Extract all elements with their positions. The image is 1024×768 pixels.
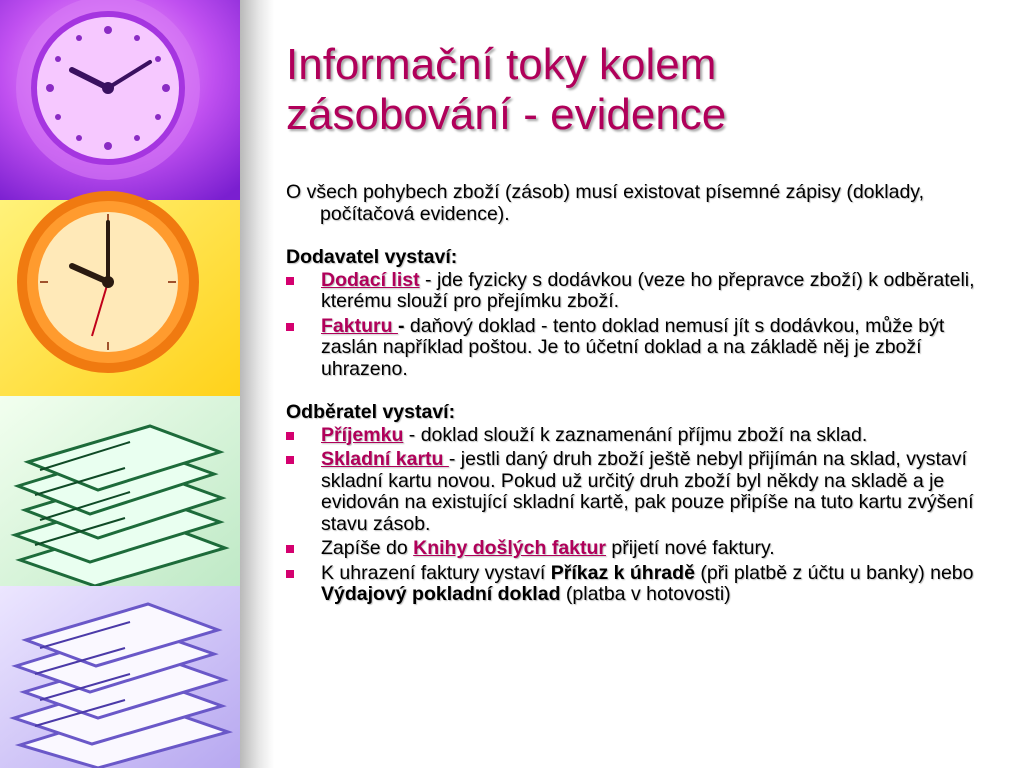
lavender-book-stack-photo (0, 586, 240, 768)
item-middle: (při platbě z účtu u banky) nebo (694, 561, 974, 584)
item-text: přijetí nové faktury. (606, 537, 775, 559)
item-text: - doklad slouží k zaznamenání příjmu zboží na sklad. (403, 423, 868, 446)
title-line-1: Informační toky kolem (286, 40, 717, 89)
square-bullet-icon (286, 570, 294, 578)
customer-heading: Odběratel vystaví: (286, 401, 456, 423)
item-dash: - (397, 314, 405, 337)
orange-clock-photo (0, 196, 240, 396)
customer-section (286, 402, 996, 606)
term-prijemku: Příjemku (321, 423, 404, 446)
list-item (286, 270, 996, 313)
slide-title (286, 40, 1006, 140)
title-line-2: zásobování - evidence (286, 90, 727, 139)
square-bullet-icon (286, 277, 294, 285)
item-text: - jde fyzicky s dodávkou (veze ho přepravce zboží) k odběrateli, kterému slouží pro přejímku zboží. (321, 268, 975, 312)
term-prikaz-k-uhrade: Příkaz k úhradě (550, 561, 695, 584)
term-dodaci-list: Dodací list (321, 268, 420, 291)
term-vydajovy-pokladni-doklad: Výdajový pokladní doklad (321, 583, 561, 605)
item-prefix: Zapíše do (321, 537, 414, 559)
supplier-list (286, 270, 996, 381)
supplier-section (286, 247, 996, 380)
term-skladni-kartu: Skladní kartu (321, 448, 449, 470)
list-item (286, 425, 996, 447)
item-text: daňový doklad - tento doklad nemusí jít s dodávkou, může být zaslán například poštou. Je to účetní doklad a na základě něj je zboží uhrazeno. (321, 314, 945, 380)
item-text: - jestli daný druh zboží ještě nebyl přijímán na sklad, vystaví skladní kartu novou. Pokud už určitý druh zboží byl někdy na skladě a je evidován na existující skladní kartě, pak pouze připíše na tuto kartu zvýšení stavu zásob. (321, 448, 974, 535)
list-item (286, 316, 996, 381)
item-prefix: K uhrazení faktury vystaví (321, 561, 551, 584)
supplier-heading: Dodavatel vystaví: (286, 246, 458, 268)
list-item (286, 538, 996, 560)
customer-list (286, 425, 996, 606)
item-suffix: (platba v hotovosti) (560, 583, 731, 605)
term-fakturu: Fakturu (321, 314, 398, 337)
term-knihy-doslych-faktur: Knihy došlých faktur (413, 537, 607, 559)
list-item (286, 449, 996, 535)
strip-shadow (240, 0, 274, 768)
green-book-stack-photo (0, 396, 240, 586)
decorative-photo-strip (0, 0, 240, 768)
purple-clock-photo (0, 0, 240, 200)
intro-paragraph: O všech pohybech zboží (zásob) musí existovat písemné zápisy (doklady, počítačová evidence). (286, 181, 925, 225)
square-bullet-icon (286, 545, 294, 553)
square-bullet-icon (286, 323, 294, 331)
square-bullet-icon (286, 432, 294, 440)
list-item (286, 563, 996, 606)
slide-body (286, 182, 996, 628)
square-bullet-icon (286, 456, 294, 464)
